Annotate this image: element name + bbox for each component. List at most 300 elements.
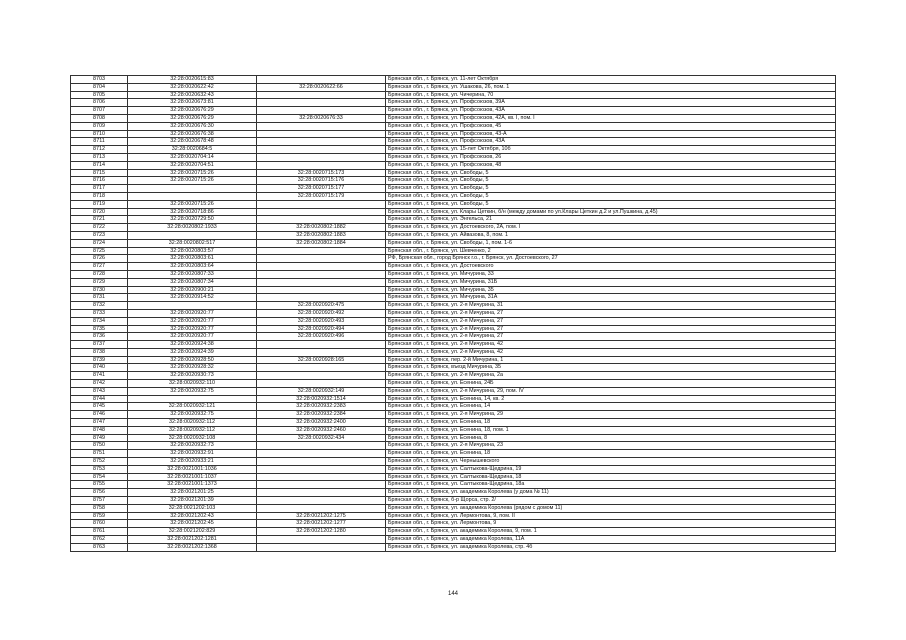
address-cell: Брянская обл., г. Брянск, ул. Мичурина, 31Б bbox=[386, 278, 836, 286]
row-number-cell: 8750 bbox=[71, 442, 128, 450]
object-cadastral-number-cell: 32:28:0020715:176 bbox=[257, 177, 386, 185]
object-cadastral-number-cell bbox=[257, 504, 386, 512]
row-number-cell: 8727 bbox=[71, 263, 128, 271]
land-cadastral-number-cell: 32:28:0020920:77 bbox=[128, 317, 257, 325]
row-number-cell: 8723 bbox=[71, 231, 128, 239]
table-row bbox=[71, 278, 836, 286]
land-cadastral-number-cell bbox=[128, 302, 257, 310]
object-cadastral-number-cell bbox=[257, 216, 386, 224]
table-row bbox=[71, 270, 836, 278]
address-cell: Брянская обл., г. Брянск, ул. 2-я Мичурина, 42 bbox=[386, 348, 836, 356]
object-cadastral-number-cell bbox=[257, 153, 386, 161]
address-cell: Брянская обл., г. Брянск, ул. академика Королева (рядом с домом 11) bbox=[386, 504, 836, 512]
object-cadastral-number-cell bbox=[257, 270, 386, 278]
object-cadastral-number-cell bbox=[257, 122, 386, 130]
object-cadastral-number-cell: 32:28:0020932:2400 bbox=[257, 419, 386, 427]
table-row bbox=[71, 76, 836, 84]
row-number-cell: 8762 bbox=[71, 536, 128, 544]
table-row bbox=[71, 419, 836, 427]
row-number-cell: 8708 bbox=[71, 114, 128, 122]
object-cadastral-number-cell bbox=[257, 473, 386, 481]
address-cell: Брянская обл., г. Брянск, ул. Ушакова, 26, пом. 1 bbox=[386, 83, 836, 91]
table-row bbox=[71, 309, 836, 317]
land-cadastral-number-cell: 32:28:0020928:32 bbox=[128, 364, 257, 372]
table-row bbox=[71, 185, 836, 193]
land-cadastral-number-cell: 32:28:0020678:48 bbox=[128, 138, 257, 146]
row-number-cell: 8760 bbox=[71, 520, 128, 528]
address-cell: Брянская обл., г. Брянск, ул. 2-я Мичурина, 29 bbox=[386, 411, 836, 419]
row-number-cell: 8713 bbox=[71, 153, 128, 161]
row-number-cell: 8736 bbox=[71, 333, 128, 341]
object-cadastral-number-cell bbox=[257, 146, 386, 154]
table-row bbox=[71, 114, 836, 122]
object-cadastral-number-cell bbox=[257, 286, 386, 294]
address-cell: Брянская обл., г. Брянск, ул. 2-я Мичурина, 31 bbox=[386, 302, 836, 310]
address-cell: Брянская обл., г. Брянск, ул. Профсоюзов, 45 bbox=[386, 122, 836, 130]
table-row bbox=[71, 317, 836, 325]
address-cell: Брянская обл., г. Брянск, ул. Лермонтова, 9, пом. II bbox=[386, 512, 836, 520]
address-cell: Брянская обл., г. Брянск, ул. Есенина, 24Б bbox=[386, 380, 836, 388]
land-cadastral-number-cell: 32:28:0021202:43 bbox=[128, 512, 257, 520]
object-cadastral-number-cell: 32:28:0020802:1883 bbox=[257, 231, 386, 239]
object-cadastral-number-cell: 32:28:0021202:1280 bbox=[257, 528, 386, 536]
row-number-cell: 8754 bbox=[71, 473, 128, 481]
land-cadastral-number-cell: 32:28:0020932:112 bbox=[128, 426, 257, 434]
row-number-cell: 8729 bbox=[71, 278, 128, 286]
row-number-cell: 8743 bbox=[71, 387, 128, 395]
address-cell: Брянская обл., г. Брянск, ул. Профсоюзов, 42А, кв. I, пом. I bbox=[386, 114, 836, 122]
row-number-cell: 8748 bbox=[71, 426, 128, 434]
object-cadastral-number-cell bbox=[257, 489, 386, 497]
table-row bbox=[71, 239, 836, 247]
address-cell: Брянская обл., г. Брянск, ул. Достоевского bbox=[386, 263, 836, 271]
table-row bbox=[71, 458, 836, 466]
table-row bbox=[71, 403, 836, 411]
land-cadastral-number-cell: 32:28:0021202:1368 bbox=[128, 543, 257, 551]
table-row bbox=[71, 536, 836, 544]
property-registry-table bbox=[70, 75, 836, 552]
land-cadastral-number-cell: 32:28:0020676:29 bbox=[128, 114, 257, 122]
table-row bbox=[71, 442, 836, 450]
address-cell: Брянская обл., г. Брянск, ул. Айвазова, 8, пом. 1 bbox=[386, 231, 836, 239]
row-number-cell: 8739 bbox=[71, 356, 128, 364]
row-number-cell: 8705 bbox=[71, 91, 128, 99]
row-number-cell: 8715 bbox=[71, 169, 128, 177]
address-cell: Брянская обл., г. Брянск, ул. 2-я Мичурина, 42 bbox=[386, 341, 836, 349]
object-cadastral-number-cell: 32:28:0020715:173 bbox=[257, 169, 386, 177]
table-row bbox=[71, 247, 836, 255]
address-cell: Брянская обл., г. Брянск, ул. 15-лет Октября, 10б bbox=[386, 146, 836, 154]
address-cell: Брянская обл., г. Брянск, ул. академика Королева, стр. 4б bbox=[386, 543, 836, 551]
table-row bbox=[71, 208, 836, 216]
address-cell: Брянская обл., г. Брянск, ул. 11-лет Октября bbox=[386, 76, 836, 84]
land-cadastral-number-cell: 32:28:0020920:77 bbox=[128, 309, 257, 317]
row-number-cell: 8731 bbox=[71, 294, 128, 302]
row-number-cell: 8711 bbox=[71, 138, 128, 146]
table-row bbox=[71, 473, 836, 481]
row-number-cell: 8718 bbox=[71, 192, 128, 200]
object-cadastral-number-cell: 32:28:0020715:179 bbox=[257, 192, 386, 200]
table-row bbox=[71, 380, 836, 388]
object-cadastral-number-cell bbox=[257, 107, 386, 115]
land-cadastral-number-cell: 32:28:0020803:61 bbox=[128, 255, 257, 263]
address-cell: Брянская обл., г. Брянск, ул. Шевченко, 2 bbox=[386, 247, 836, 255]
table-row bbox=[71, 426, 836, 434]
land-cadastral-number-cell: 32:28:0020676:30 bbox=[128, 122, 257, 130]
row-number-cell: 8738 bbox=[71, 348, 128, 356]
land-cadastral-number-cell: 32:28:0020928:50 bbox=[128, 356, 257, 364]
address-cell: Брянская обл., г. Брянск, ул. Свободы, 5 bbox=[386, 185, 836, 193]
table-row bbox=[71, 263, 836, 271]
land-cadastral-number-cell: 32:28:0020924:38 bbox=[128, 341, 257, 349]
land-cadastral-number-cell bbox=[128, 395, 257, 403]
table-row bbox=[71, 333, 836, 341]
object-cadastral-number-cell: 32:28:0020715:177 bbox=[257, 185, 386, 193]
land-cadastral-number-cell: 32:28:0021201:25 bbox=[128, 489, 257, 497]
row-number-cell: 8763 bbox=[71, 543, 128, 551]
table-row bbox=[71, 341, 836, 349]
object-cadastral-number-cell: 32:28:0020932:2384 bbox=[257, 411, 386, 419]
object-cadastral-number-cell bbox=[257, 341, 386, 349]
address-cell: Брянская обл., г. Брянск, б-р Щорса, стр. 2/ bbox=[386, 497, 836, 505]
page-number: 144 bbox=[447, 591, 458, 597]
land-cadastral-number-cell: 32:28:0020930:73 bbox=[128, 372, 257, 380]
table-row bbox=[71, 543, 836, 551]
land-cadastral-number-cell: 32:28:0020932:121 bbox=[128, 403, 257, 411]
row-number-cell: 8722 bbox=[71, 224, 128, 232]
table-row bbox=[71, 520, 836, 528]
object-cadastral-number-cell: 32:28:0020932:2460 bbox=[257, 426, 386, 434]
row-number-cell: 8744 bbox=[71, 395, 128, 403]
object-cadastral-number-cell: 32:28:0021202:1275 bbox=[257, 512, 386, 520]
address-cell: Брянская обл., г. Брянск, ул. академика Королева, 11А bbox=[386, 536, 836, 544]
object-cadastral-number-cell: 32:28:0020920:494 bbox=[257, 325, 386, 333]
address-cell: Брянская обл., г. Брянск, пер. 2-й Мичурина, 1 bbox=[386, 356, 836, 364]
address-cell: Брянская обл., г. Брянск, ул. Салтыкова-Щедрина, 19 bbox=[386, 465, 836, 473]
row-number-cell: 8741 bbox=[71, 372, 128, 380]
object-cadastral-number-cell bbox=[257, 458, 386, 466]
table-row bbox=[71, 512, 836, 520]
object-cadastral-number-cell bbox=[257, 372, 386, 380]
object-cadastral-number-cell bbox=[257, 247, 386, 255]
table-row bbox=[71, 200, 836, 208]
row-number-cell: 8753 bbox=[71, 465, 128, 473]
land-cadastral-number-cell: 32:28:0021202:103 bbox=[128, 504, 257, 512]
object-cadastral-number-cell: 32:28:0020932:434 bbox=[257, 434, 386, 442]
row-number-cell: 8740 bbox=[71, 364, 128, 372]
object-cadastral-number-cell bbox=[257, 364, 386, 372]
object-cadastral-number-cell bbox=[257, 76, 386, 84]
land-cadastral-number-cell bbox=[128, 192, 257, 200]
row-number-cell: 8749 bbox=[71, 434, 128, 442]
object-cadastral-number-cell: 32:28:0020920:475 bbox=[257, 302, 386, 310]
object-cadastral-number-cell bbox=[257, 497, 386, 505]
row-number-cell: 8759 bbox=[71, 512, 128, 520]
table-body bbox=[71, 76, 836, 552]
land-cadastral-number-cell: 32:28:0020622:42 bbox=[128, 83, 257, 91]
address-cell: Брянская обл., г. Брянск, ул. академика Королева, 9, пом. 1 bbox=[386, 528, 836, 536]
address-cell: Брянская обл., г. Брянск, ул. Чернышевского bbox=[386, 458, 836, 466]
object-cadastral-number-cell: 32:28:0020932:149 bbox=[257, 387, 386, 395]
table-row bbox=[71, 255, 836, 263]
land-cadastral-number-cell: 32:28:0020807:34 bbox=[128, 278, 257, 286]
row-number-cell: 8752 bbox=[71, 458, 128, 466]
land-cadastral-number-cell: 32:28:0020932:75 bbox=[128, 411, 257, 419]
table-row bbox=[71, 169, 836, 177]
address-cell: Брянская обл., г. Брянск, ул. Свободы, 5 bbox=[386, 177, 836, 185]
table-row bbox=[71, 138, 836, 146]
land-cadastral-number-cell: 32:28:0020803:57 bbox=[128, 247, 257, 255]
address-cell: Брянская обл., г. Брянск, ул. Есенина, 8 bbox=[386, 434, 836, 442]
address-cell: Брянская обл., г. Брянск, ул. Энгельса, 21 bbox=[386, 216, 836, 224]
table-row bbox=[71, 395, 836, 403]
object-cadastral-number-cell bbox=[257, 263, 386, 271]
land-cadastral-number-cell: 32:28:0020920:77 bbox=[128, 325, 257, 333]
address-cell: Брянская обл., г. Брянск, ул. 2-я Мичурина, 27 bbox=[386, 309, 836, 317]
table-row bbox=[71, 504, 836, 512]
table-row bbox=[71, 497, 836, 505]
table-row bbox=[71, 489, 836, 497]
object-cadastral-number-cell: 32:28:0020802:1884 bbox=[257, 239, 386, 247]
object-cadastral-number-cell bbox=[257, 255, 386, 263]
row-number-cell: 8761 bbox=[71, 528, 128, 536]
object-cadastral-number-cell bbox=[257, 91, 386, 99]
address-cell: Брянская обл., г. Брянск, ул. Свободы, 5 bbox=[386, 169, 836, 177]
row-number-cell: 8707 bbox=[71, 107, 128, 115]
table-row bbox=[71, 161, 836, 169]
table-row bbox=[71, 387, 836, 395]
land-cadastral-number-cell: 32:28:0021001:1373 bbox=[128, 481, 257, 489]
row-number-cell: 8735 bbox=[71, 325, 128, 333]
address-cell: Брянская обл., г. Брянск, ул. Чичерина, 70 bbox=[386, 91, 836, 99]
table-row bbox=[71, 348, 836, 356]
row-number-cell: 8756 bbox=[71, 489, 128, 497]
object-cadastral-number-cell: 32:28:0021202:1277 bbox=[257, 520, 386, 528]
row-number-cell: 8758 bbox=[71, 504, 128, 512]
object-cadastral-number-cell: 32:28:0020932:2383 bbox=[257, 403, 386, 411]
address-cell: Брянская обл., г. Брянск, ул. 2-я Мичурина, 27 bbox=[386, 333, 836, 341]
row-number-cell: 8714 bbox=[71, 161, 128, 169]
object-cadastral-number-cell bbox=[257, 138, 386, 146]
row-number-cell: 8757 bbox=[71, 497, 128, 505]
table-row bbox=[71, 177, 836, 185]
table-row bbox=[71, 192, 836, 200]
row-number-cell: 8720 bbox=[71, 208, 128, 216]
row-number-cell: 8709 bbox=[71, 122, 128, 130]
land-cadastral-number-cell: 32:28:0021202:1281 bbox=[128, 536, 257, 544]
address-cell: Брянская обл., г. Брянск, ул. Есенина, 18 bbox=[386, 419, 836, 427]
row-number-cell: 8751 bbox=[71, 450, 128, 458]
land-cadastral-number-cell: 32:28:0020920:77 bbox=[128, 333, 257, 341]
land-cadastral-number-cell: 32:28:0021202:45 bbox=[128, 520, 257, 528]
land-cadastral-number-cell: 32:28:0020632:43 bbox=[128, 91, 257, 99]
object-cadastral-number-cell bbox=[257, 278, 386, 286]
table-row bbox=[71, 83, 836, 91]
row-number-cell: 8710 bbox=[71, 130, 128, 138]
table-row bbox=[71, 107, 836, 115]
address-cell: Брянская обл., г. Брянск, ул. Салтыкова-Щедрина, 18 bbox=[386, 473, 836, 481]
row-number-cell: 8746 bbox=[71, 411, 128, 419]
object-cadastral-number-cell bbox=[257, 465, 386, 473]
address-cell: Брянская обл., г. Брянск, ул. академика Королева (у дома № 11) bbox=[386, 489, 836, 497]
row-number-cell: 8716 bbox=[71, 177, 128, 185]
address-cell: Брянская обл., г. Брянск, ул. 2-я Мичурина, 2а bbox=[386, 372, 836, 380]
land-cadastral-number-cell: 32:28:0020932:91 bbox=[128, 450, 257, 458]
table-row bbox=[71, 411, 836, 419]
object-cadastral-number-cell bbox=[257, 481, 386, 489]
address-cell: Брянская обл., г. Брянск, ул. Мичурина, 31А bbox=[386, 294, 836, 302]
address-cell: Брянская обл., г. Брянск, ул. 2-я Мичурина, 27 bbox=[386, 325, 836, 333]
address-cell: Брянская обл., г. Брянск, ул. Свободы, 1, пом. 1-6 bbox=[386, 239, 836, 247]
address-cell: Брянская обл., г. Брянск, ул. Достоевского, 2А, пом. I bbox=[386, 224, 836, 232]
object-cadastral-number-cell bbox=[257, 450, 386, 458]
row-number-cell: 8745 bbox=[71, 403, 128, 411]
land-cadastral-number-cell: 32:28:0021201:39 bbox=[128, 497, 257, 505]
land-cadastral-number-cell: 32:28:0020729:50 bbox=[128, 216, 257, 224]
address-cell: Брянская обл., г. Брянск, ул. Свободы, 5 bbox=[386, 192, 836, 200]
address-cell: Брянская обл., г. Брянск, ул. Профсоюзов, 48 bbox=[386, 161, 836, 169]
object-cadastral-number-cell bbox=[257, 543, 386, 551]
row-number-cell: 8717 bbox=[71, 185, 128, 193]
row-number-cell: 8712 bbox=[71, 146, 128, 154]
land-cadastral-number-cell: 32:28:0021001:1037 bbox=[128, 473, 257, 481]
object-cadastral-number-cell: 32:28:0020622:66 bbox=[257, 83, 386, 91]
table-row bbox=[71, 302, 836, 310]
object-cadastral-number-cell bbox=[257, 536, 386, 544]
object-cadastral-number-cell: 32:28:0020928:165 bbox=[257, 356, 386, 364]
land-cadastral-number-cell bbox=[128, 231, 257, 239]
table-row bbox=[71, 364, 836, 372]
object-cadastral-number-cell bbox=[257, 442, 386, 450]
table-row bbox=[71, 356, 836, 364]
table-row bbox=[71, 231, 836, 239]
table-row bbox=[71, 224, 836, 232]
land-cadastral-number-cell: 32:28:0020932:75 bbox=[128, 387, 257, 395]
row-number-cell: 8704 bbox=[71, 83, 128, 91]
table-row bbox=[71, 91, 836, 99]
table-row bbox=[71, 528, 836, 536]
object-cadastral-number-cell bbox=[257, 99, 386, 107]
address-cell: Брянская обл., г. Брянск, ул. Мичурина, 35 bbox=[386, 286, 836, 294]
land-cadastral-number-cell: 32:28:0020802:517 bbox=[128, 239, 257, 247]
table-row bbox=[71, 216, 836, 224]
object-cadastral-number-cell: 32:28:0020676:33 bbox=[257, 114, 386, 122]
land-cadastral-number-cell: 32:28:0020715:26 bbox=[128, 200, 257, 208]
land-cadastral-number-cell: 32:28:0020932:108 bbox=[128, 434, 257, 442]
table-row bbox=[71, 130, 836, 138]
object-cadastral-number-cell: 32:28:0020920:493 bbox=[257, 317, 386, 325]
row-number-cell: 8724 bbox=[71, 239, 128, 247]
address-cell: Брянская обл., г. Брянск, ул. Профсоюзов, 26 bbox=[386, 153, 836, 161]
land-cadastral-number-cell: 32:28:0020715:26 bbox=[128, 177, 257, 185]
land-cadastral-number-cell: 32:28:0021202:829 bbox=[128, 528, 257, 536]
table-row bbox=[71, 450, 836, 458]
table-row bbox=[71, 434, 836, 442]
row-number-cell: 8755 bbox=[71, 481, 128, 489]
object-cadastral-number-cell bbox=[257, 200, 386, 208]
table-row bbox=[71, 481, 836, 489]
land-cadastral-number-cell: 32:28:0020615:83 bbox=[128, 76, 257, 84]
row-number-cell: 8706 bbox=[71, 99, 128, 107]
address-cell: Брянская обл., г. Брянск, ул. Профсоюзов, 43А bbox=[386, 107, 836, 115]
address-cell: Брянская обл., г. Брянск, ул. Салтыкова-Щедрина, 18а bbox=[386, 481, 836, 489]
row-number-cell: 8730 bbox=[71, 286, 128, 294]
land-cadastral-number-cell bbox=[128, 185, 257, 193]
object-cadastral-number-cell bbox=[257, 380, 386, 388]
object-cadastral-number-cell: 32:28:0020802:1882 bbox=[257, 224, 386, 232]
address-cell: Брянская обл., г. Брянск, ул. 2-я Мичурина, 23 bbox=[386, 442, 836, 450]
row-number-cell: 8719 bbox=[71, 200, 128, 208]
row-number-cell: 8703 bbox=[71, 76, 128, 84]
land-cadastral-number-cell: 32:28:0020807:33 bbox=[128, 270, 257, 278]
land-cadastral-number-cell: 32:28:0020932:112 bbox=[128, 419, 257, 427]
row-number-cell: 8737 bbox=[71, 341, 128, 349]
address-cell: Брянская обл., г. Брянск, ул. Есенина, 14, кв. 2 bbox=[386, 395, 836, 403]
object-cadastral-number-cell bbox=[257, 348, 386, 356]
address-cell: Брянская обл., г. Брянск, ул. Есенина, 14 bbox=[386, 403, 836, 411]
table-row bbox=[71, 325, 836, 333]
table-row bbox=[71, 465, 836, 473]
land-cadastral-number-cell: 32:28:0020676:29 bbox=[128, 107, 257, 115]
row-number-cell: 8742 bbox=[71, 380, 128, 388]
land-cadastral-number-cell: 32:28:0020900:21 bbox=[128, 286, 257, 294]
land-cadastral-number-cell: 32:28:0020914:52 bbox=[128, 294, 257, 302]
land-cadastral-number-cell: 32:28:0020932:73 bbox=[128, 442, 257, 450]
address-cell: Брянская обл., г. Брянск, ул. 2-я Мичурина, 29, пом. IV bbox=[386, 387, 836, 395]
address-cell: РФ, Брянская обл., город Брянск г.о., г. Брянск, ул. Достоевского, 27 bbox=[386, 255, 836, 263]
address-cell: Брянская обл., г. Брянск, ул. Мичурина, 33 bbox=[386, 270, 836, 278]
row-number-cell: 8733 bbox=[71, 309, 128, 317]
object-cadastral-number-cell bbox=[257, 294, 386, 302]
address-cell: Брянская обл., г. Брянск, ул. Есенина, 18, пом. 1 bbox=[386, 426, 836, 434]
land-cadastral-number-cell: 32:28:0020803:64 bbox=[128, 263, 257, 271]
address-cell: Брянская обл., г. Брянск, ул. Профсоюзов, 43А bbox=[386, 138, 836, 146]
address-cell: Брянская обл., г. Брянск, ул. Профсоюзов, 39А bbox=[386, 99, 836, 107]
table-row bbox=[71, 286, 836, 294]
land-cadastral-number-cell: 32:28:0020715:26 bbox=[128, 169, 257, 177]
table-row bbox=[71, 294, 836, 302]
object-cadastral-number-cell: 32:28:0020920:496 bbox=[257, 333, 386, 341]
table-row bbox=[71, 372, 836, 380]
row-number-cell: 8747 bbox=[71, 419, 128, 427]
row-number-cell: 8728 bbox=[71, 270, 128, 278]
row-number-cell: 8734 bbox=[71, 317, 128, 325]
row-number-cell: 8721 bbox=[71, 216, 128, 224]
table-row bbox=[71, 122, 836, 130]
table-row bbox=[71, 153, 836, 161]
address-cell: Брянская обл., г. Брянск, ул. Лермонтова, 9 bbox=[386, 520, 836, 528]
row-number-cell: 8726 bbox=[71, 255, 128, 263]
row-number-cell: 8732 bbox=[71, 302, 128, 310]
row-number-cell: 8725 bbox=[71, 247, 128, 255]
table-row bbox=[71, 99, 836, 107]
land-cadastral-number-cell: 32:28:0020933:21 bbox=[128, 458, 257, 466]
address-cell: Брянская обл., г. Брянск, ул. Есенина, 18 bbox=[386, 450, 836, 458]
address-cell: Брянская обл., г. Брянск, ул. Профсоюзов, 43-А bbox=[386, 130, 836, 138]
land-cadastral-number-cell: 32:28:0020673:81 bbox=[128, 99, 257, 107]
land-cadastral-number-cell: 32:28:0021001:1036 bbox=[128, 465, 257, 473]
object-cadastral-number-cell: 32:28:0020932:1514 bbox=[257, 395, 386, 403]
object-cadastral-number-cell: 32:28:0020920:492 bbox=[257, 309, 386, 317]
land-cadastral-number-cell: 32:28:0020924:39 bbox=[128, 348, 257, 356]
address-cell: Брянская обл., г. Брянск, ул. Свободы, 5 bbox=[386, 200, 836, 208]
land-cadastral-number-cell: 32:28:0020932:110 bbox=[128, 380, 257, 388]
table-row bbox=[71, 146, 836, 154]
land-cadastral-number-cell: 32:28:0020704:51 bbox=[128, 161, 257, 169]
address-cell: Брянская обл., г. Брянск, въезд Мичурина, 35 bbox=[386, 364, 836, 372]
land-cadastral-number-cell: 32:28:0020684:5 bbox=[128, 146, 257, 154]
object-cadastral-number-cell bbox=[257, 208, 386, 216]
